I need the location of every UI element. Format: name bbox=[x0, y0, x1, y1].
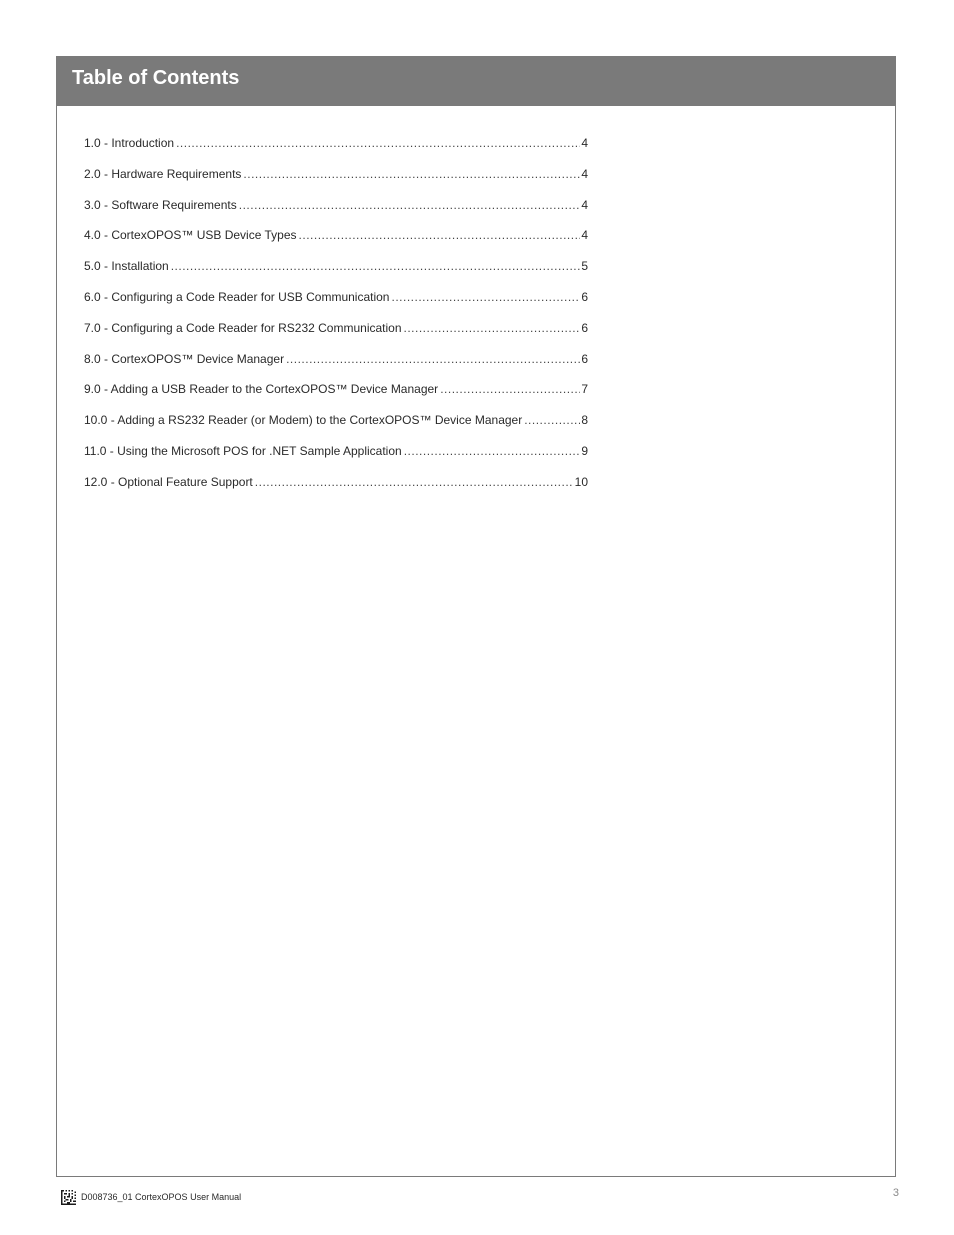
toc-dot-leader bbox=[524, 412, 580, 428]
page-title: Table of Contents bbox=[72, 67, 240, 89]
toc-entry-label: 7.0 - Configuring a Code Reader for RS232 Communication bbox=[84, 320, 402, 335]
toc-entry-device-manager[interactable] bbox=[84, 351, 588, 382]
toc-dot-leader bbox=[255, 474, 574, 490]
toc-dot-leader bbox=[391, 289, 580, 305]
page-footer bbox=[61, 1188, 241, 1206]
toc-entry-page: 6 bbox=[581, 289, 588, 304]
toc-entry-label: 4.0 - CortexOPOS™ USB Device Types bbox=[84, 228, 297, 243]
page-frame bbox=[56, 56, 896, 1177]
toc-entry-page: 6 bbox=[581, 351, 588, 366]
toc-entry-label: 5.0 - Installation bbox=[84, 259, 169, 274]
toc-entry-adding-rs232-reader[interactable] bbox=[84, 412, 588, 443]
toc-dot-leader bbox=[299, 227, 581, 243]
toc-entry-adding-usb-reader[interactable] bbox=[84, 381, 588, 412]
toc-dot-leader bbox=[243, 166, 580, 182]
toc-entry-software-requirements[interactable] bbox=[84, 197, 588, 228]
toc-dot-leader bbox=[404, 443, 581, 459]
toc-entry-page: 8 bbox=[581, 413, 588, 428]
toc-entry-sample-application[interactable] bbox=[84, 443, 588, 474]
toc-entry-label: 1.0 - Introduction bbox=[84, 136, 175, 150]
toc-entry-installation[interactable] bbox=[84, 258, 588, 289]
toc-dot-leader bbox=[171, 258, 581, 274]
header-bar bbox=[57, 57, 895, 106]
toc-entry-label: 10.0 - Adding a RS232 Reader (or Modem) to the CortexOPOS™ Device Manager bbox=[84, 413, 523, 428]
toc-entry-usb-communication[interactable] bbox=[84, 289, 588, 320]
toc-entry-page: 4 bbox=[581, 228, 588, 243]
toc-entry-page: 7 bbox=[581, 382, 588, 397]
toc-entry-page: 4 bbox=[581, 166, 588, 181]
toc-entry-page: 5 bbox=[581, 259, 588, 274]
page-number: 3 bbox=[892, 1187, 899, 1199]
toc-entry-label: 6.0 - Configuring a Code Reader for USB Communication bbox=[84, 289, 390, 304]
toc-entry-introduction[interactable] bbox=[84, 135, 588, 166]
toc-entry-label: 8.0 - CortexOPOS™ Device Manager bbox=[84, 351, 285, 366]
toc-entry-label: 3.0 - Software Requirements bbox=[84, 197, 237, 212]
toc-entry-page: 4 bbox=[581, 136, 588, 150]
document-id: D008736_01 CortexOPOS User Manual bbox=[81, 1192, 242, 1202]
datamatrix-code-icon bbox=[61, 1190, 76, 1205]
toc-entry-label: 2.0 - Hardware Requirements bbox=[84, 166, 242, 181]
toc-dot-leader bbox=[440, 381, 580, 397]
toc-entry-page: 9 bbox=[581, 443, 588, 458]
toc-entry-label: 12.0 - Optional Feature Support bbox=[84, 474, 253, 489]
toc-entry-label: 9.0 - Adding a USB Reader to the CortexOPOS™ Device Manager bbox=[84, 382, 439, 397]
toc-entry-label: 11.0 - Using the Microsoft POS for .NET Sample Application bbox=[84, 443, 402, 458]
toc-dot-leader bbox=[239, 197, 581, 213]
toc-dot-leader bbox=[286, 351, 580, 367]
toc-entry-usb-device-types[interactable] bbox=[84, 227, 588, 258]
toc-entry-page: 6 bbox=[581, 320, 588, 335]
toc-dot-leader bbox=[404, 320, 581, 336]
toc-entry-rs232-communication[interactable] bbox=[84, 320, 588, 351]
toc-entry-hardware-requirements[interactable] bbox=[84, 166, 588, 197]
toc-entry-page: 4 bbox=[581, 197, 588, 212]
toc-entry-page: 10 bbox=[574, 474, 588, 489]
table-of-contents bbox=[84, 135, 588, 505]
toc-dot-leader bbox=[176, 135, 580, 151]
toc-entry-optional-feature-support[interactable] bbox=[84, 474, 588, 505]
